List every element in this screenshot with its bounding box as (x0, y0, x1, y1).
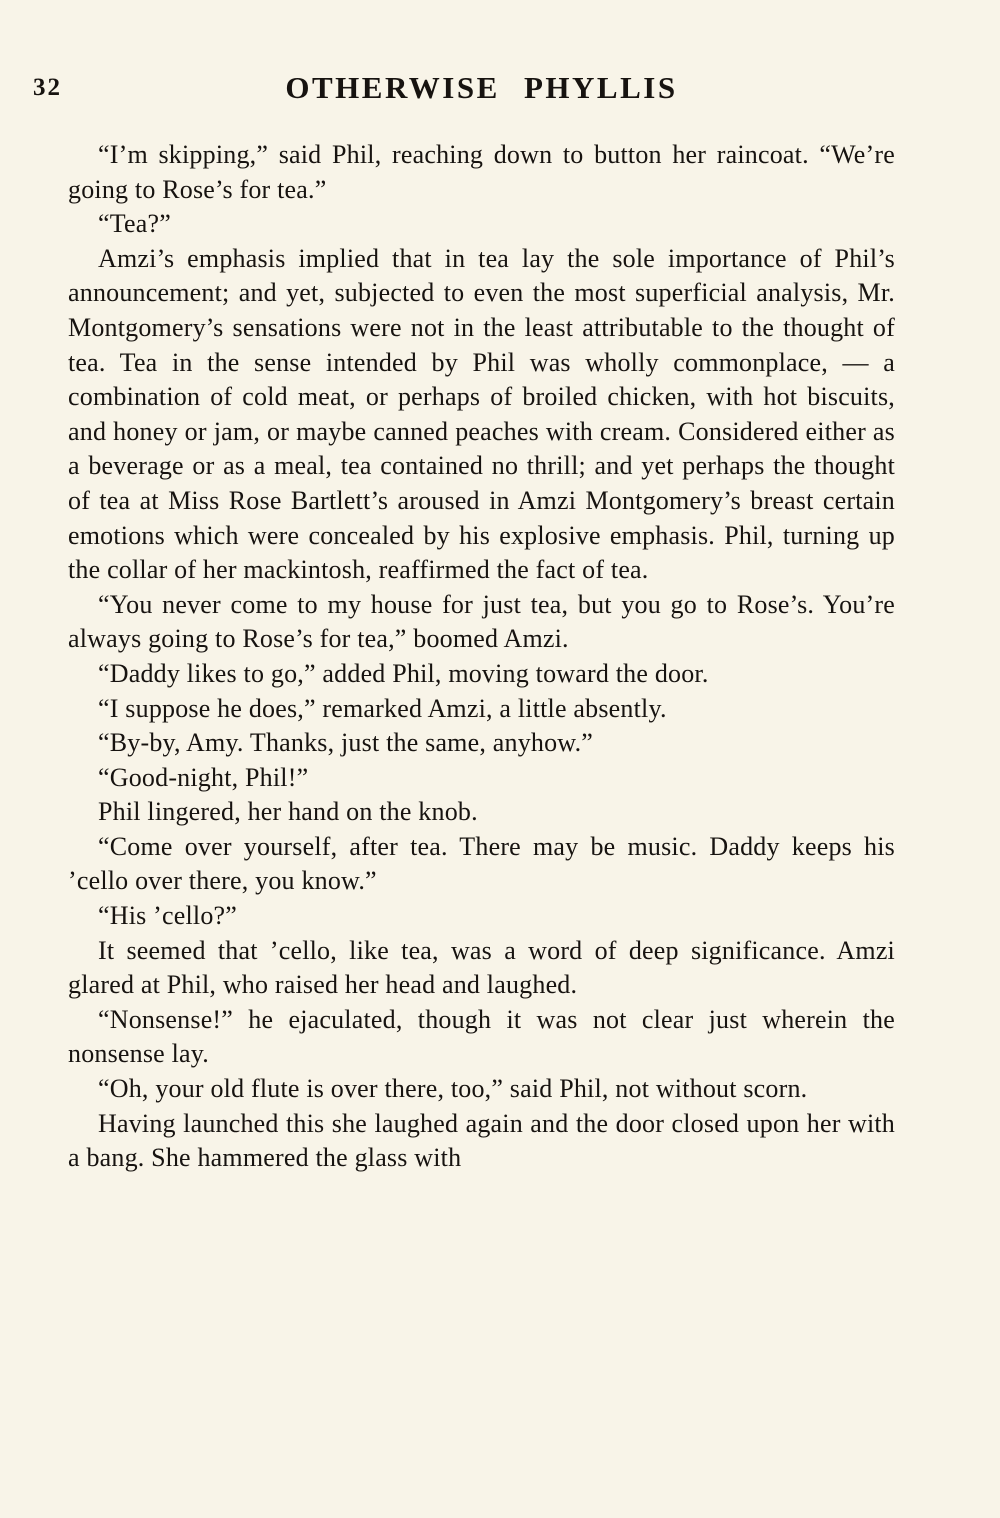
page-header (0, 0, 1000, 114)
paragraph: It seemed that ’cello, like tea, was a word of deep significance. Amzi glared at Phil, who raised her head and laughed. (68, 935, 895, 1000)
paragraph: “His ’cello?” (98, 901, 238, 931)
paragraph: “Oh, your old flute is over there, too,” said Phil, not without scorn. (98, 1074, 808, 1104)
paragraph: “I’m skipping,” said Phil, reaching down to button her raincoat. “We’re going to Rose’s for tea.” (68, 140, 895, 204)
paragraph: “Come over yourself, after tea. There may be music. Daddy keeps his ’cello over there, you know.” (68, 831, 895, 896)
page-number: 32 (33, 74, 62, 101)
page-body (0, 114, 1000, 1176)
page-title: OTHERWISE PHYLLIS (285, 70, 678, 105)
paragraph: Having launched this she laughed again and the door closed upon her with a bang. She hammered the glass with (68, 1108, 895, 1173)
paragraph: “I suppose he does,” remarked Amzi, a little absently. (98, 693, 667, 723)
paragraph: “You never come to my house for just tea, but you go to Rose’s. You’re always going to Rose’s for tea,” boomed Amzi. (68, 589, 895, 654)
paragraph: Amzi’s emphasis implied that in tea lay the sole importance of Phil’s announcement; and yet, subjected to even the most superficial analysis, Mr. Montgomery’s sensations were not in the least attributable to the thought of tea. Tea in the sense intended by Phil was wholly commonplace, — a combination of cold meat, or perhaps of broiled chicken, with hot biscuits, and honey or jam, or maybe canned peaches with cream. Considered either as a beverage or as a meal, tea contained no thrill; and yet perhaps the thought of tea at Miss Rose Bartlett’s aroused in Amzi Montgomery’s breast certain emotions which were concealed by his explosive emphasis. Phil, turning up the collar of her mackintosh, reaffirmed the fact of tea. (68, 243, 895, 585)
paragraph: “Good-night, Phil!” (98, 762, 309, 792)
paragraph: “By-by, Amy. Thanks, just the same, anyhow.” (98, 728, 594, 758)
paragraph: “Daddy likes to go,” added Phil, moving toward the door. (98, 658, 709, 688)
paragraph: “Nonsense!” he ejaculated, though it was not clear just wherein the nonsense lay. (68, 1004, 895, 1069)
paragraph: Phil lingered, her hand on the knob. (98, 797, 478, 827)
paragraph: “Tea?” (98, 209, 171, 239)
